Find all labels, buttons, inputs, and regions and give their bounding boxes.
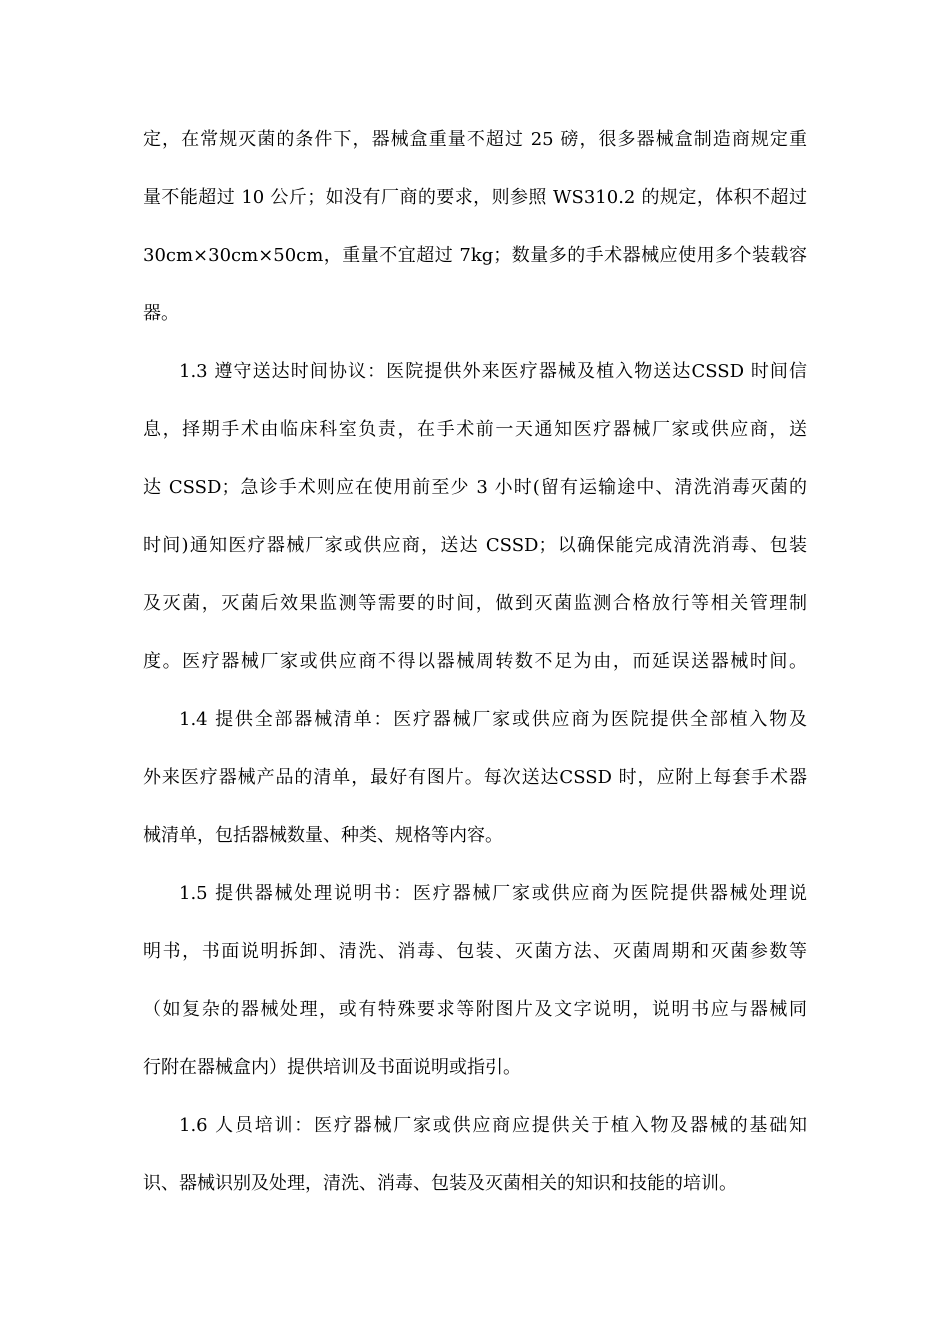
text-line: （如复杂的器械处理，或有特殊要求等附图片及文字说明，说明书应与器械同 [143, 999, 807, 1020]
text-line: 1.5 提供器械处理说明书：医疗器械厂家或供应商为医院提供器械处理说 [179, 883, 807, 904]
text-line: 及灭菌，灭菌后效果监测等需要的时间，做到灭菌监测合格放行等相关管理制 [143, 593, 807, 614]
text-line: 识、器械识别及处理，清洗、消毒、包装及灭菌相关的知识和技能的培训。 [143, 1173, 737, 1194]
text-line: 息，择期手术由临床科室负责，在手术前一天通知医疗器械厂家或供应商，送 [143, 419, 807, 440]
text-line: 明书，书面说明拆卸、清洗、消毒、包装、灭菌方法、灭菌周期和灭菌参数等 [143, 941, 807, 962]
text-line: 1.4 提供全部器械清单：医疗器械厂家或供应商为医院提供全部植入物及 [179, 709, 807, 730]
text-line: 行附在器械盒内）提供培训及书面说明或指引。 [143, 1057, 521, 1078]
text-line: 械清单，包括器械数量、种类、规格等内容。 [143, 825, 503, 846]
text-line: 器。 [143, 303, 179, 324]
text-line: 时间)通知医疗器械厂家或供应商，送达 CSSD；以确保能完成清洗消毒、包装 [143, 535, 807, 556]
text-line: 定，在常规灭菌的条件下，器械盒重量不超过 25 磅，很多器械盒制造商规定重 [143, 129, 807, 150]
text-line: 外来医疗器械产品的清单，最好有图片。每次送达CSSD 时，应附上每套手术器 [143, 767, 807, 788]
text-line: 达 CSSD；急诊手术则应在使用前至少 3 小时(留有运输途中、清洗消毒灭菌的 [143, 477, 807, 498]
text-line: 度。医疗器械厂家或供应商不得以器械周转数不足为由，而延误送器械时间。 [143, 651, 807, 672]
text-line: 30cm×30cm×50cm，重量不宜超过 7kg；数量多的手术器械应使用多个装载容 [143, 245, 807, 266]
text-line: 1.6 人员培训：医疗器械厂家或供应商应提供关于植入物及器械的基础知 [179, 1115, 807, 1136]
text-line: 1.3 遵守送达时间协议：医院提供外来医疗器械及植入物送达CSSD 时间信 [179, 361, 807, 382]
text-line: 量不能超过 10 公斤；如没有厂商的要求，则参照 WS310.2 的规定，体积不超过 [143, 187, 807, 208]
